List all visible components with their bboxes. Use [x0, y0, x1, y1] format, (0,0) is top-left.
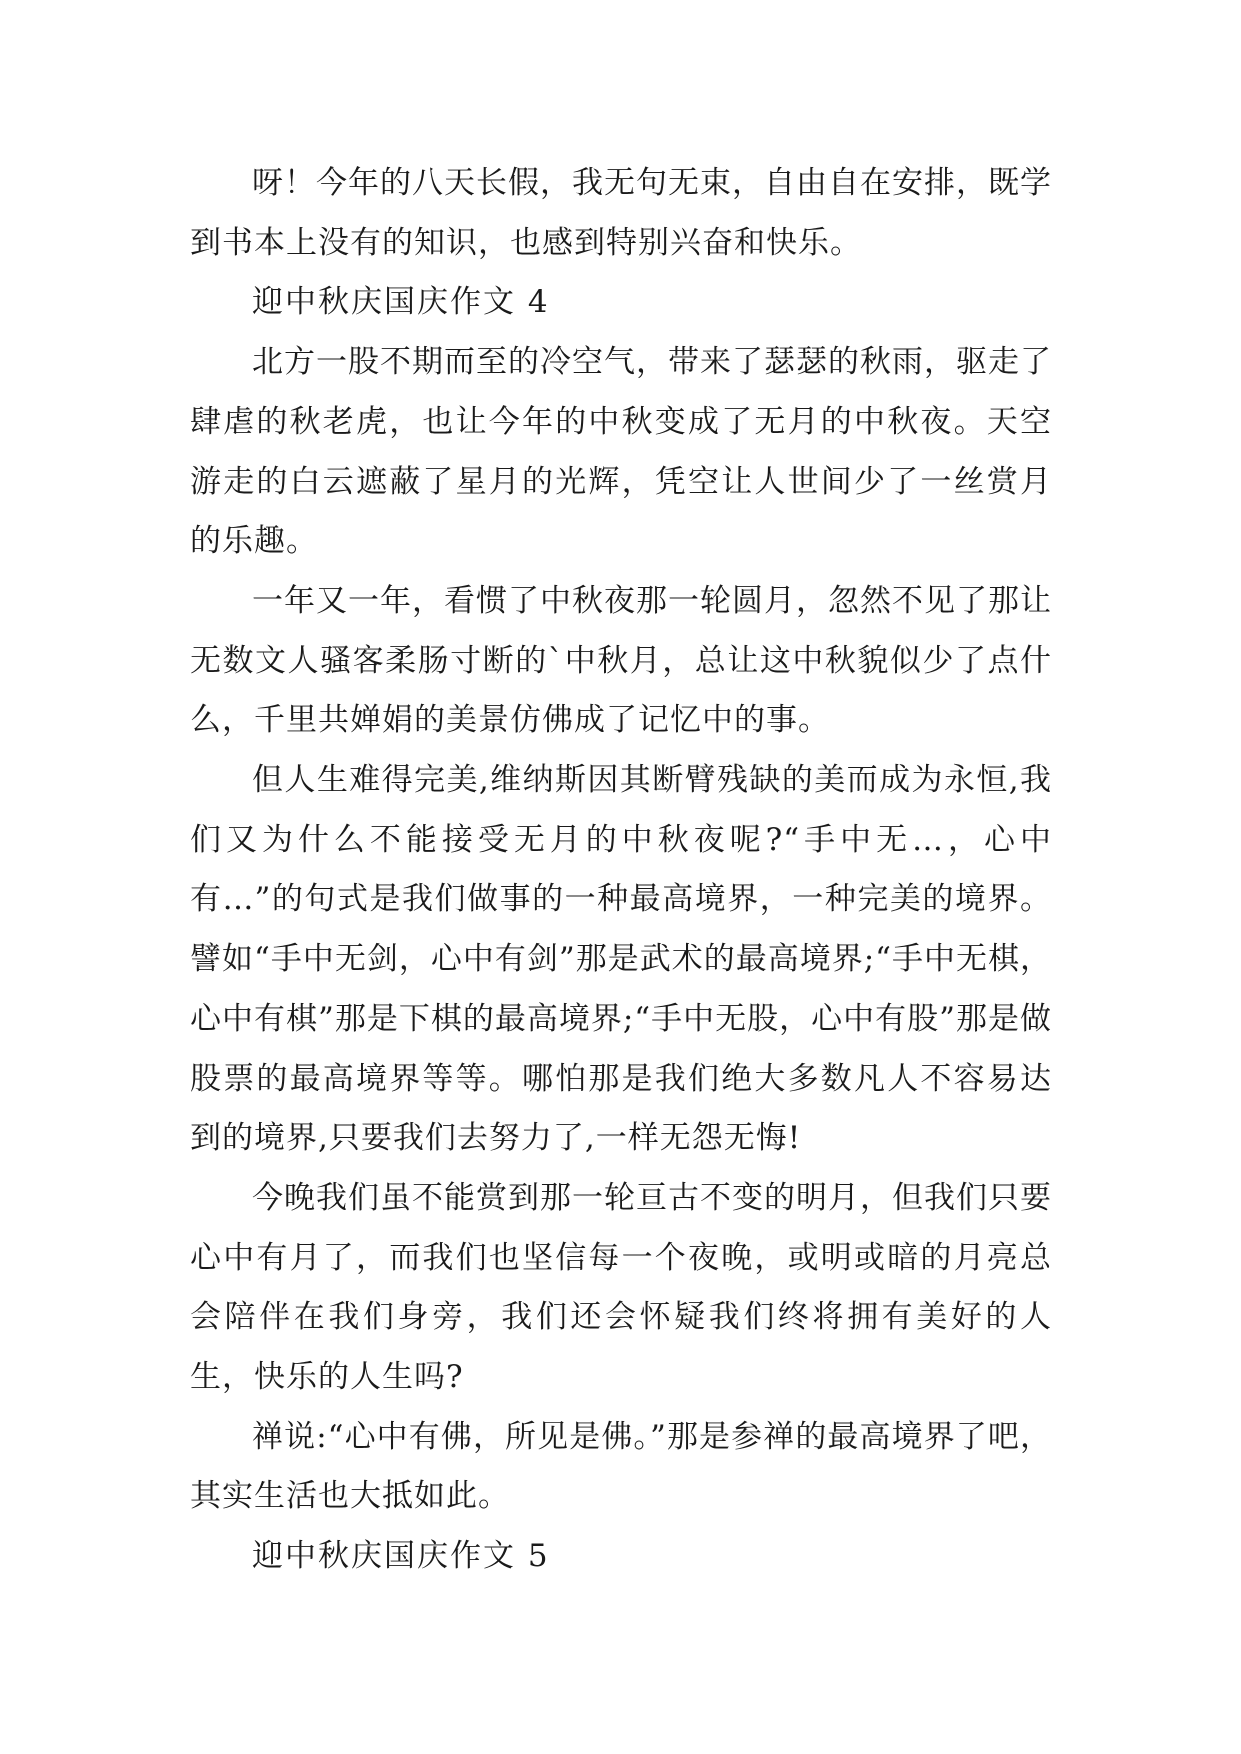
document-body [190, 154, 1052, 1587]
paragraph-5: 今晚我们虽不能赏到那一轮亘古不变的明月，但我们只要心中有月了，而我们也坚信每一个夜晚，或明或暗的月亮总会陪伴在我们身旁，我们还会怀疑我们终将拥有美好的人生，快乐的人生吗? [190, 1179, 1052, 1396]
section-heading-4: 迎中秋庆国庆作文 4 [252, 284, 550, 321]
paragraph-6: 禅说:“心中有佛，所见是佛。”那是参禅的最高境界了吧，其实生活也大抵如此。 [190, 1418, 1052, 1515]
section-heading-5: 迎中秋庆国庆作文 5 [252, 1538, 550, 1575]
paragraph-4: 但人生难得完美,维纳斯因其断臂残缺的美而成为永恒,我们又为什么不能接受无月的中秋夜呢?“手中无…，心中有…”的句式是我们做事的一种最高境界，一种完美的境界。譬如“手中无剑，心中有剑”那是武术的最高境界;“手中无棋，心中有棋”那是下棋的最高境界;“手中无股，心中有股”那是做股票的最高境界等等。哪怕那是我们绝大多数凡人不容易达到的境界,只要我们去努力了,一样无怨无悔! [190, 762, 1052, 1157]
paragraph-2: 北方一股不期而至的冷空气，带来了瑟瑟的秋雨，驱走了肆虐的秋老虎，也让今年的中秋变成了无月的中秋夜。天空游走的白云遮蔽了星月的光辉，凭空让人世间少了一丝赏月的乐趣。 [190, 344, 1052, 560]
paragraph-3: 一年又一年，看惯了中秋夜那一轮圆月，忽然不见了那让无数文人骚客柔肠寸断的`中秋月，总让这中秋貌似少了点什么，千里共婵娟的美景仿佛成了记忆中的事。 [190, 582, 1052, 739]
paragraph-1: 呀！今年的八天长假，我无句无束，自由自在安排，既学到书本上没有的知识，也感到特别兴奋和快乐。 [190, 165, 1052, 261]
